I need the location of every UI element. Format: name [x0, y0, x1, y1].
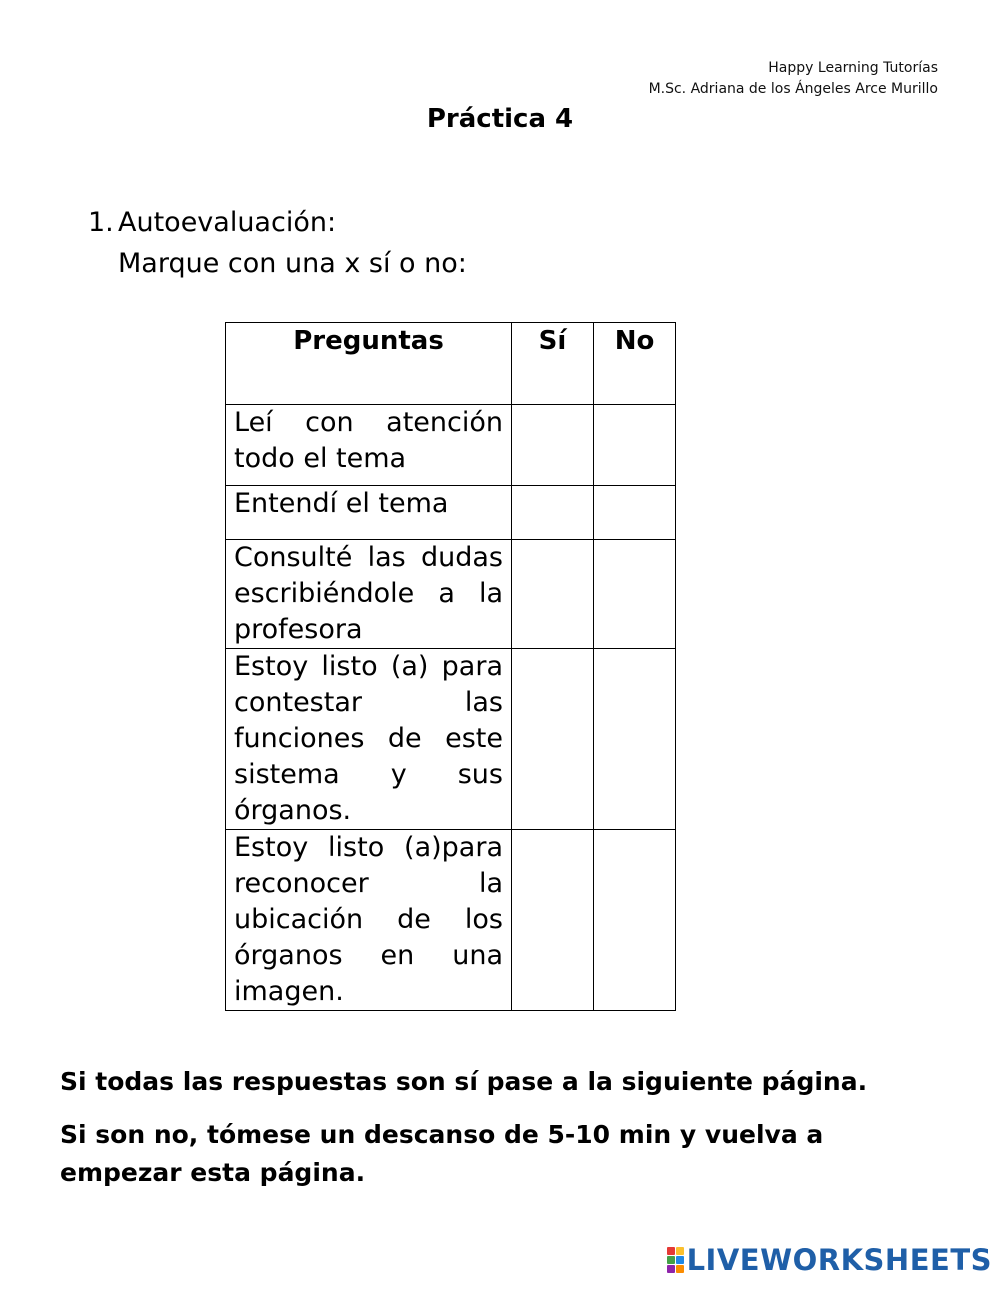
- logo-block: [667, 1247, 675, 1255]
- question-text: Entendí el tema: [234, 488, 449, 519]
- answer-no-cell[interactable]: [594, 486, 676, 540]
- question-title: Autoevaluación:: [118, 207, 337, 238]
- self-evaluation-table: [225, 322, 676, 1011]
- question-text: Estoy listo (a) para contestar las funciones de este sistema y sus órganos.: [234, 651, 503, 826]
- question-instruction: Marque con una x sí o no:: [118, 248, 467, 279]
- answer-no-cell[interactable]: [594, 405, 676, 486]
- table-row: [226, 405, 676, 486]
- answer-no-cell[interactable]: [594, 830, 676, 1011]
- answer-no-cell[interactable]: [594, 540, 676, 649]
- header-si: Sí: [512, 323, 594, 405]
- logo-block: [676, 1256, 684, 1264]
- table-row: [226, 649, 676, 830]
- instruction-no: Si son no, tómese un descanso de 5-10 min y vuelva a empezar esta página.: [60, 1120, 824, 1187]
- answer-si-cell[interactable]: [512, 830, 594, 1011]
- question-text: Leí con atención todo el tema: [234, 407, 503, 474]
- table-row: [226, 540, 676, 649]
- answer-no-cell[interactable]: [594, 649, 676, 830]
- answer-si-cell[interactable]: [512, 540, 594, 649]
- question-text: Consulté las dudas escribiéndole a la profesora: [234, 542, 503, 645]
- logo-blocks-icon: [667, 1247, 684, 1273]
- question-number: 1.: [88, 207, 114, 238]
- liveworksheets-logo: [667, 1243, 992, 1277]
- page-title: Práctica 4: [426, 104, 574, 134]
- logo-text: LIVEWORKSHEETS: [686, 1243, 992, 1277]
- logo-block: [667, 1265, 675, 1273]
- table-row: [226, 830, 676, 1011]
- logo-block: [676, 1265, 684, 1273]
- question-text: Estoy listo (a)para reconocer la ubicación de los órganos en una imagen.: [234, 832, 503, 1007]
- header-no: No: [594, 323, 676, 405]
- logo-block: [676, 1247, 684, 1255]
- header-credit: [649, 58, 938, 100]
- answer-si-cell[interactable]: [512, 649, 594, 830]
- header-author: M.Sc. Adriana de los Ángeles Arce Murillo: [648, 81, 938, 97]
- header-institution: Happy Learning Tutorías: [768, 60, 938, 76]
- answer-si-cell[interactable]: [512, 486, 594, 540]
- instruction-yes: Si todas las respuestas son sí pase a la siguiente página.: [60, 1067, 868, 1096]
- header-preguntas: Preguntas: [226, 323, 512, 405]
- answer-si-cell[interactable]: [512, 405, 594, 486]
- logo-block: [667, 1256, 675, 1264]
- table-row: [226, 486, 676, 540]
